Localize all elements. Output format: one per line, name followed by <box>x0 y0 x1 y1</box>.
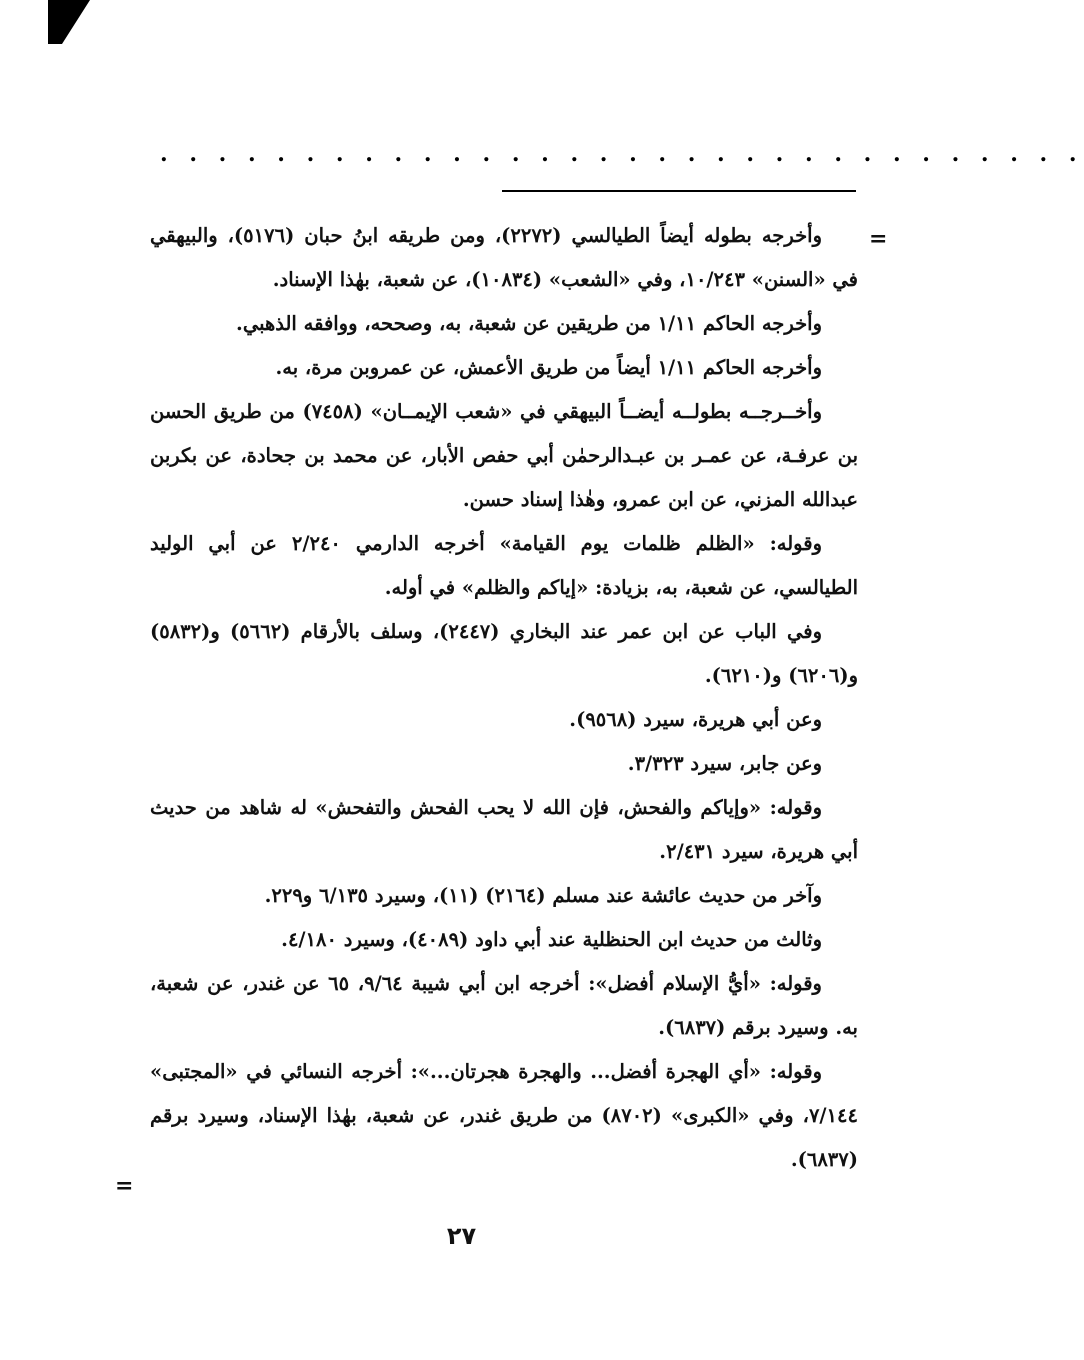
paragraph-7: وعن أبي هريرة، سيرد (٩٥٦٨). <box>569 708 822 731</box>
paragraph-8: وعن جابر، سيرد ٣/٣٢٣. <box>627 752 822 775</box>
continuation-mark-top: = <box>869 226 888 252</box>
footnote-rule <box>502 190 856 192</box>
paragraph-1: وأخرجه بطوله أيضاً الطيالسي (٢٢٧٢)، ومن طريقه ابنُ حبان (٥١٧٦)، والبيهقي في «السنن» ١٠/٢٤٣، وفي «الشعب» (١٠٨٣٤)، عن شعبة، بهٰذا الإسناد. <box>150 224 858 291</box>
paragraph-9: وقوله: «وإياكم والفحش، فإن الله لا يحب الفحش والتفحش» له شاهد من حديث أبي هريرة، سيرد ٢/٤٣١. <box>150 796 858 863</box>
paragraph-10: وآخر من حديث عائشة عند مسلم (٢١٦٤) (١١)، وسيرد ٦/١٣٥ و٢٢٩. <box>264 884 822 907</box>
dotted-separator: . . . . . . . . . . . . . . . . . . . . . . . . . . . . . . . . <box>160 141 1084 167</box>
corner-mark <box>48 0 90 44</box>
page-number: ٢٧ <box>446 1222 477 1250</box>
paragraph-3: وأخرجه الحاكم ١/١١ أيضاً من طريق الأعمش، عن عمروبن مرة، به. <box>275 356 822 379</box>
continuation-mark-bottom: = <box>115 1173 134 1199</box>
paragraph-13: وقوله: «أي الهجرة أفضل... والهجرة هجرتان...»: أخرجه النسائي في «المجتبى» ٧/١٤٤، وفي «الكبرى» (٨٧٠٢) من طريق غندر، عن شعبة، بهٰذا الإسناد، وسيرد برقم (٦٨٣٧). <box>150 1060 858 1171</box>
paragraph-11: وثالث من حديث ابن الحنظلية عند أبي داود (٤٠٨٩)، وسيرد ٤/١٨٠. <box>281 928 822 951</box>
paragraph-2: وأخرجه الحاكم ١/١١ من طريقين عن شعبة، به، وصححه، ووافقه الذهبي. <box>236 312 822 335</box>
paragraph-6: وفي البا‌ب عن ابن عمر عند البخاري (٢٤٤٧)، وسلف بالأرقام (٥٦٦٢) و(٥٨٣٢) و(٦٢٠٦) و(٦٢١٠). <box>150 620 858 687</box>
footnote-body <box>150 214 858 1182</box>
paragraph-12: وقوله: «أيُّ الإسلام أفضل»: أخرجه ابن أبي شيبة ٩/٦٤، ٦٥ عن غندر، عن شعبة، به. وسيرد برقم (٦٨٣٧). <box>150 972 858 1039</box>
paragraph-5: وقوله: «الظلم ظلمات يوم القيامة» أخرجه الدارمي ٢/٢٤٠ عن أبي الوليد الطيالسي، عن شعبة، به، بزيادة: «إياكم والظلم» في أوله. <box>150 532 858 599</box>
paragraph-4: وأخــرجــه بطولــه أيضــاً البيهقي في «شعب الإيمــان» (٧٤٥٨) من طريق الحسن بن عرفـة، عن عمـر بن عبـدالرحمٰن أبي حفص الأبار، عن محمد بن جحادة، عن بكربن عبدالله المزني، عن ابن عمرو، وهٰذا إسناد حسن. <box>150 400 858 511</box>
